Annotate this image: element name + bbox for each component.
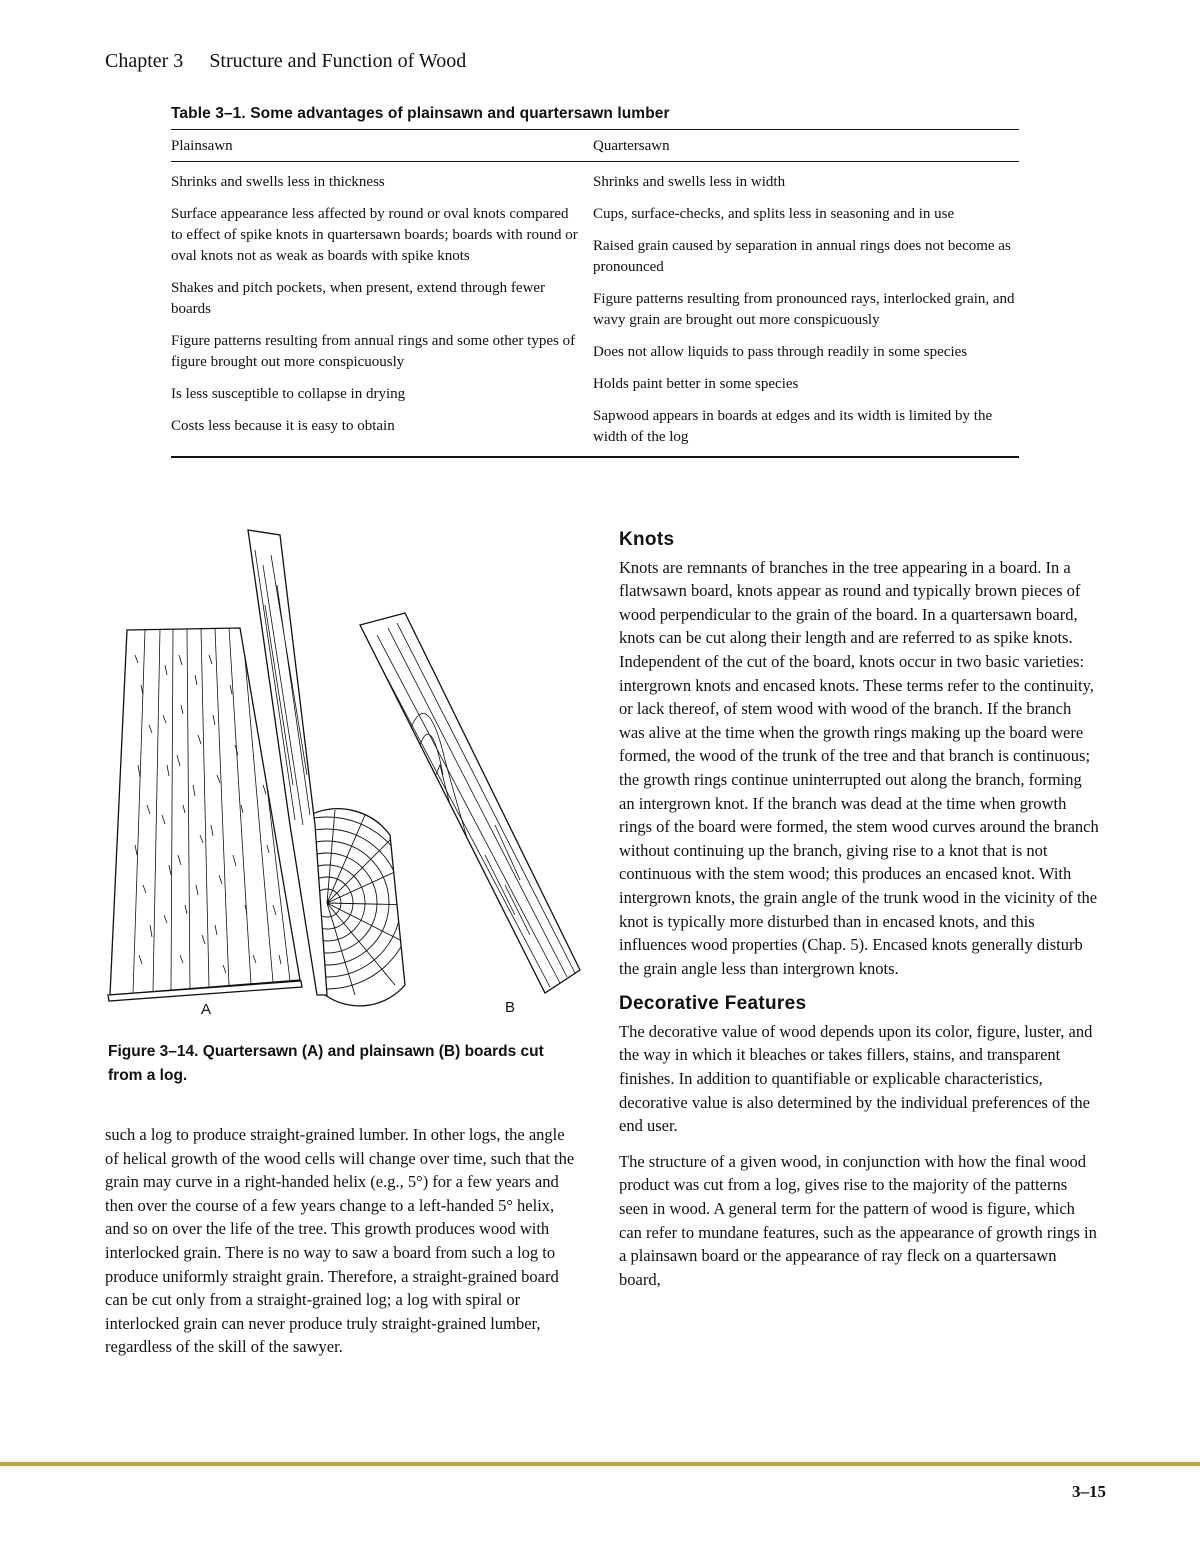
- log-boards-illustration: [105, 525, 585, 1025]
- table-cell: Costs less because it is easy to obtain: [171, 418, 395, 434]
- label-a: A: [201, 1001, 212, 1018]
- table-caption: Table 3–1. Some advantages of plainsawn and quartersawn lumber: [171, 105, 670, 122]
- page-number: 3–15: [1072, 1482, 1106, 1501]
- label-b: B: [505, 999, 516, 1016]
- table-cell: Surface appearance less affected by round or oval knots compared to effect of spike knots in quartersawn boards; boards with round or oval knots not as weak as boards with spike knots: [171, 206, 578, 264]
- left-column: [105, 1123, 580, 1359]
- plainsawn-column: [171, 172, 583, 437]
- table-cell: Does not allow liquids to pass through readily in some species: [593, 344, 968, 360]
- table-cell: Shakes and pitch pockets, when present, extend through fewer boards: [171, 280, 546, 317]
- running-head: [105, 50, 466, 73]
- figure-caption: Figure 3–14. Quartersawn (A) and plainsawn (B) boards cut from a log.: [108, 1043, 544, 1084]
- decorative-paragraph-1: The decorative value of wood depends upon its color, figure, luster, and the way in which it bleaches or takes fillers, stains, and transparent finishes. In addition to quantifiable or explicable characteristics, decorative value is also determined by the individual preferences of the end user.: [619, 1021, 1093, 1136]
- knots-heading: Knots: [619, 529, 675, 550]
- table-cell: Figure patterns resulting from pronounced rays, interlocked grain, and wavy grain are brought out more conspicuously: [593, 291, 1015, 328]
- table-cell: Shrinks and swells less in thickness: [171, 174, 385, 190]
- knots-paragraph: Knots are remnants of branches in the tree appearing in a board. In a flatwsawn board, knots appear as round and typically brown pieces of wood perpendicular to the grain of the board. In a quartersawn board, knots can be cut along their length and are referred to as spike knots. Independent of the cut of the board, knots occur in two basic varieties: intergrown knots and encased knots. These terms refer to the continuity, or lack thereof, of stem wood with wood of the branch. If the branch was alive at the time when the growth rings making up the board were formed, the wood of the trunk of the tree and that branch is continuous; the growth rings continue uninterrupted out along the branch, forming an intergrown knot. If the branch was dead at the time when growth rings of the board were formed, the stem wood curves around the branch without continuing up the branch, giving rise to a knot that is not continuous with the stem wood; this produces an encased knot. With intergrown knots, the grain angle of the trunk wood in the vicinity of the knot is typically more disturbed than in encased knots, and this influences wood properties (Chap. 5). Encased knots generally disturb the grain angle less than intergrown knots.: [619, 557, 1099, 978]
- table-cell: Shrinks and swells less in width: [593, 174, 786, 190]
- table-cell: Sapwood appears in boards at edges and its width is limited by the width of the log: [593, 408, 993, 445]
- header-quartersawn: Quartersawn: [593, 130, 1019, 162]
- header-plainsawn: Plainsawn: [171, 130, 593, 162]
- table-cell: Is less susceptible to collapse in drying: [171, 386, 406, 402]
- chapter-number: Chapter 3: [105, 50, 184, 72]
- figure-log-boards: [105, 525, 585, 1025]
- table-cell: Figure patterns resulting from annual rings and some other types of figure brought out more conspicuously: [171, 333, 576, 370]
- table-cell: Holds paint better in some species: [593, 376, 799, 392]
- table-cell: Cups, surface-checks, and splits less in seasoning and in use: [593, 206, 955, 222]
- decorative-heading: Decorative Features: [619, 993, 807, 1015]
- footer-rule: [0, 1462, 1200, 1466]
- decorative-paragraph-2: The structure of a given wood, in conjunction with how the final wood product was cut from a log, gives rise to the majority of the patterns seen in wood. A general term for the pattern of wood is figure, which can refer to mundane features, such as the appearance of growth rings in a plainsawn board or the appearance of ray fleck on a quartersawn board,: [619, 1151, 1097, 1289]
- chapter-title: Structure and Function of Wood: [209, 50, 467, 72]
- quartersawn-column: [593, 172, 1019, 448]
- right-column: [619, 528, 1099, 1291]
- body-paragraph: such a log to produce straight-grained lumber. In other logs, the angle of helical growth of the wood cells will change over time, such that the grain may curve in a right-handed helix (e.g., 5°) for a few years and then over the course of a few years change to a left-handed 5° helix, and so on over the life of the tree. This growth produces wood with interlocked grain. There is no way to saw a board from such a log to produce uniformly straight grain. Therefore, a straight-grained board can be cut only from a straight-grained log; a log with spiral or interlocked grain can never produce truly straight-grained lumber, regardless of the skill of the sawyer.: [105, 1125, 575, 1357]
- advantages-table: [171, 105, 1019, 458]
- table-cell: Raised grain caused by separation in annual rings does not become as pronounced: [593, 238, 1011, 275]
